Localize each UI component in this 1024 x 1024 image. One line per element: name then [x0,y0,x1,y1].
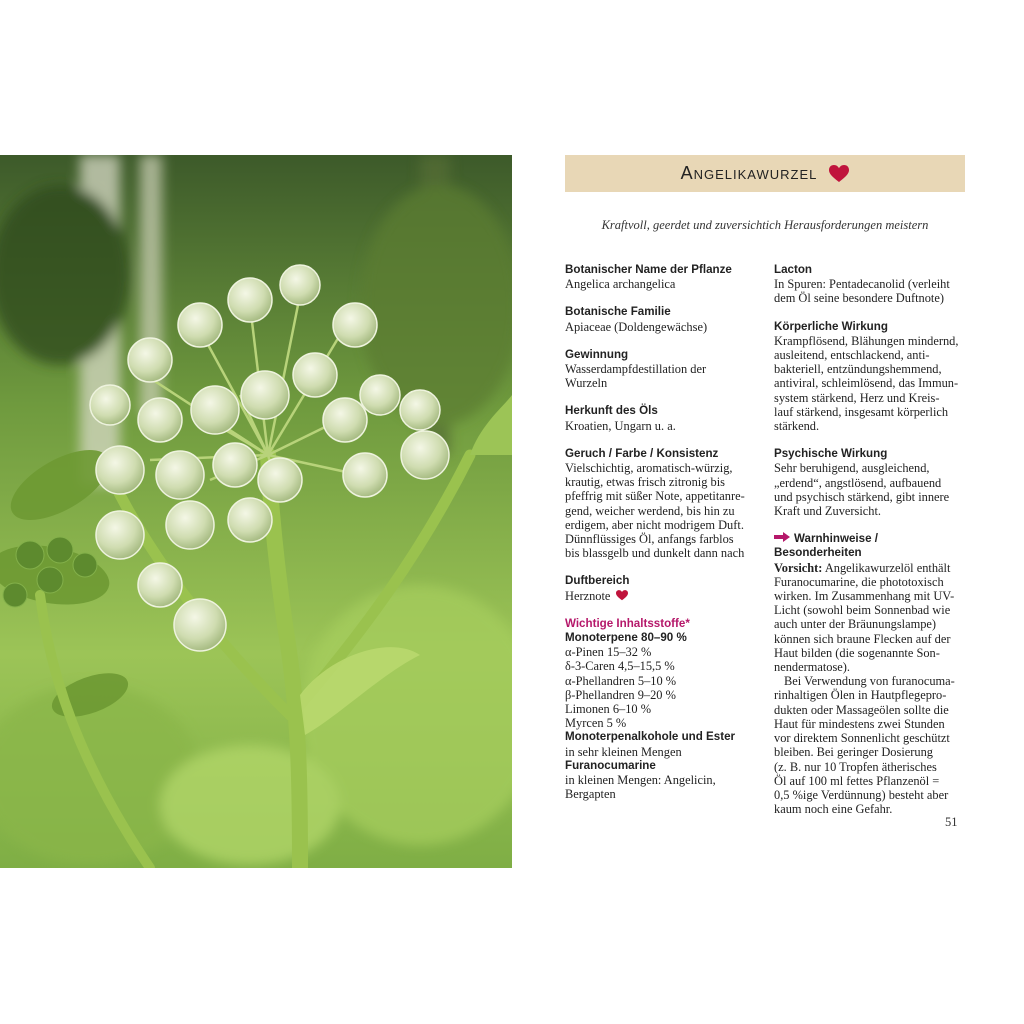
text-line: dem Öl seine besondere Duftnote) [774,291,944,306]
text-line: Wasserdampfdestillation der [565,362,707,377]
text-line: Apiaceae (Doldengewächse) [565,319,708,334]
text-line: (z. B. nur 10 Tropfen ätherisches [774,759,937,774]
text-line: In Spuren: Pentadecanolid (verleiht [774,277,950,292]
text-line: Haut bilden (die sogenannte Son- [774,645,940,660]
text-line: ausleitend, entschlackend, anti- [774,348,930,363]
section-note-range [565,574,765,602]
text-line: dukten oder Massageölen sollte die [774,702,949,717]
text-line: „erdend“, angstlösend, aufbauend [774,475,942,490]
section-body-effect [774,320,966,434]
text-line: vor direktem Sonnenlicht geschützt [774,731,950,746]
text-line: Vielschichtig, aromatisch-würzig, [565,461,733,476]
ingredient-line: Myrcen 5 % [565,716,627,731]
text-line: Bei Verwendung von furanocuma- [784,674,955,689]
text-line: bleiben. Bei geringer Dosierung [774,745,933,760]
angelica-photo [0,155,512,868]
ingredient-line: β-Phellandren 9–20 % [565,687,676,702]
section-heading: Körperliche Wirkung [774,319,888,333]
text-line: wirken. Im Zusammenhang mit UV- [774,589,955,604]
text-line: 0,5 %ige Verdünnung) besteht aber [774,787,949,802]
section-heading: Psychische Wirkung [774,447,888,461]
caution-text: Angelikawurzelöl enthält [822,560,951,575]
section-smell [565,447,765,561]
text-line [565,589,765,603]
tagline: Kraftvoll, geerdet und zuversichtich Herausforderungen meistern [601,218,929,232]
section-psyche-effect [774,447,966,518]
heart-icon [616,590,628,601]
section-heading: Wichtige Inhaltsstoffe* [565,616,690,630]
section-heading: Gewinnung [565,347,629,361]
text-line: und psychisch stärkend, gibt innere [774,489,950,504]
subheading: Furanocumarine [565,758,656,772]
text-line: Bergapten [565,787,616,802]
text-line: Öl auf 100 ml fettes Pflanzenöl = [774,773,940,788]
text-line: können sich braune Flecken auf der [774,631,951,646]
subheading: Monoterpenalkohole und Ester [565,730,736,744]
section-heading: Botanischer Name der Pflanze [565,263,732,276]
section-ingredients [565,617,765,802]
section-heading: Lacton [774,263,813,276]
right-column [774,263,966,830]
text-line: in sehr kleinen Mengen [565,744,682,759]
text-line: gend, weicher werdend, bis hin zu [565,503,735,518]
section-lacton [774,263,966,306]
ingredient-line: Limonen 6–10 % [565,702,652,717]
text-line: stärkend. [774,419,820,434]
page-title: Angelikawurzel [680,163,818,183]
ingredient-line: α-Pinen 15–32 % [565,645,652,660]
section-heading [774,532,966,560]
text-line: in kleinen Mengen: Angelicin, [565,773,716,788]
section-heading: Botanische Familie [565,305,671,319]
section-botanical-name [565,263,765,291]
text-line: krautig, etwas frisch zitronig bis [565,475,726,490]
text-line: pfeffrig mit süßer Note, appetitanre- [565,489,745,504]
page-number: 51 [945,815,958,829]
ingredient-line: α-Phellandren 5–10 % [565,673,677,688]
text-line: bis blassgelb und dunkelt dann nach [565,546,745,561]
text-line [774,561,966,575]
section-warnings [774,532,966,816]
text-line: erdigem, aber nicht modrigem Duft. [565,517,744,532]
warnings-heading-text: Warnhinweise / Besonderheiten [774,532,878,560]
text-line: Furanocumarine, die phototoxisch [774,574,944,589]
text-line: rinhaltigen Ölen in Hautpflegepro- [774,688,947,703]
section-heading: Herkunft des Öls [565,404,658,418]
ingredient-line: δ-3-Caren 4,5–15,5 % [565,659,675,674]
text-line: Wurzeln [565,376,608,391]
note-range-value: Herznote [565,588,611,603]
text-line: kaum noch eine Gefahr. [774,802,893,817]
heart-icon [829,165,849,183]
text-line: Kraft und Zuversicht. [774,504,882,519]
text-line: Dünnflüssiges Öl, anfangs farblos [565,532,734,547]
section-heading: Duftbereich [565,574,630,588]
text-line: Licht (sowohl beim Sonnenbad wie [774,603,951,618]
section-family [565,305,765,333]
section-extraction [565,348,765,391]
text-line: Kroatien, Ungarn u. a. [565,418,676,433]
text-line: antiviral, schleimlösend, das Immun- [774,376,959,391]
arrow-right-icon [774,532,790,542]
text-line: auch unter der Bräunungslampe) [774,617,937,632]
section-origin [565,404,765,432]
text-line: Angelica archangelica [565,277,676,292]
caution-label: Vorsicht: [774,560,823,575]
text-line: system stärkend, Herz und Kreis- [774,390,940,405]
text-line: Sehr beruhigend, ausgleichend, [774,461,930,476]
section-heading: Geruch / Farbe / Konsistenz [565,446,719,460]
text-line: bakteriell, entzündungshemmend, [774,362,942,377]
text-line: lauf stärkend, insgesamt körperlich [774,404,949,419]
left-column [565,263,765,816]
subheading: Monoterpene 80–90 % [565,631,687,645]
text-line: Krampflösend, Blähungen mindernd, [774,333,959,348]
title-bar [565,155,965,192]
text-line: Haut für mindestens zwei Stunden [774,716,945,731]
text-line: nendermatose). [774,660,851,675]
